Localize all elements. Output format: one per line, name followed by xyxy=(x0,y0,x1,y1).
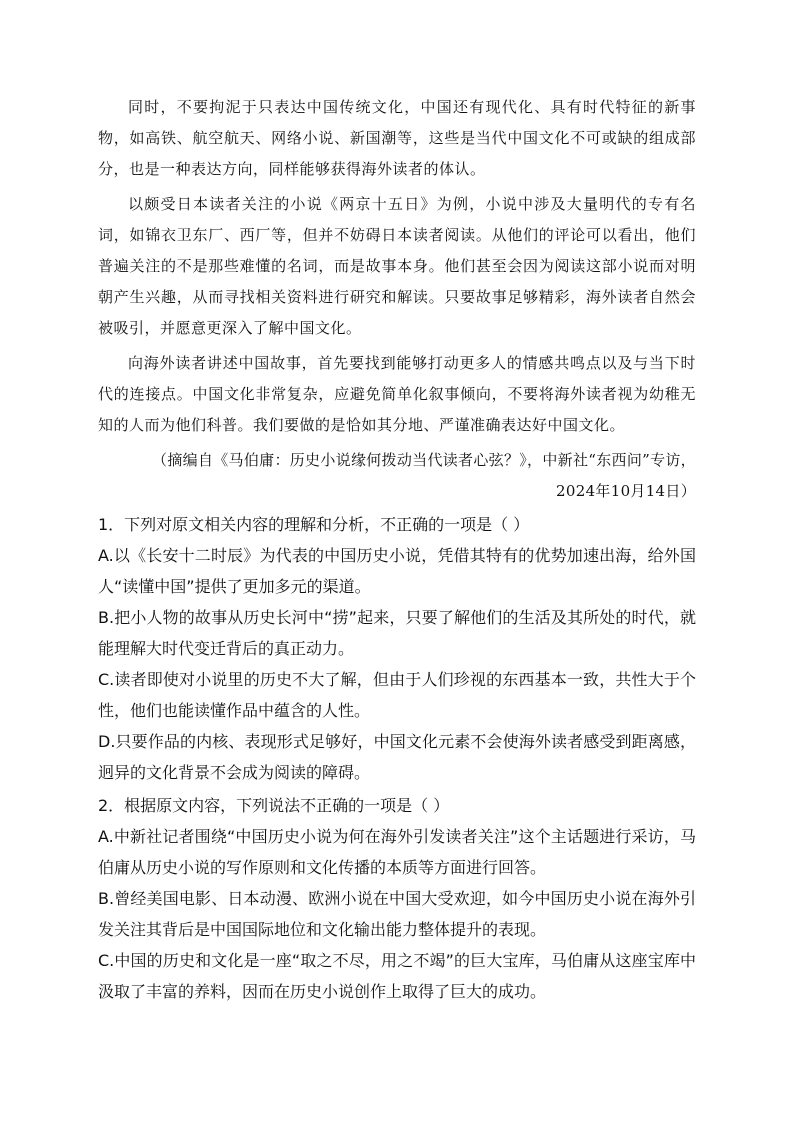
question-2-option-a: A.中新社记者围绕“中国历史小说为何在海外引发读者关注”这个主话题进行采访，马伯庸从历史小说的写作原则和文化传播的本质等方面进行回答。 xyxy=(98,827,696,877)
question-1-stem: 1．下列对原文相关内容的理解和分析，不正确的一项是（ ） xyxy=(98,515,530,534)
question-1 xyxy=(98,509,696,788)
question-1-option-a: A.以《长安十二时辰》为代表的中国历史小说，凭借其特有的优势加速出海，给外国人“读懂中国”提供了更加多元的渠道。 xyxy=(98,546,696,596)
passage-paragraph-1: 同时，不要拘泥于只表达中国传统文化，中国还有现代化、具有时代特征的新事物，如高铁、航空航天、网络小说、新国潮等，这些是当代中国文化不可或缺的组成部分，也是一种表达方向，同样能够获得海外读者的体认。 xyxy=(98,98,696,178)
question-2-stem: 2．根据原文内容，下列说法不正确的一项是（ ） xyxy=(98,796,450,815)
question-1-option-c: C.读者即使对小说里的历史不大了解，但由于人们珍视的东西基本一致，共性大于个性，他们也能读懂作品中蕴含的人性。 xyxy=(98,670,696,720)
passage-source-citation: （摘编自《马伯庸：历史小说缘何拨动当代读者心弦？》，中新社“东西问”专访，2024年10月14日） xyxy=(152,451,696,500)
question-2-option-c: C.中国的历史和文化是一座“取之不尽，用之不竭”的巨大宝库，马伯庸从这座宝库中汲取了丰富的养料，因而在历史小说创作上取得了巨大的成功。 xyxy=(98,951,696,1001)
question-2 xyxy=(98,790,696,1007)
question-2-option-b: B.曾经美国电影、日本动漫、欧洲小说在中国大受欢迎，如今中国历史小说在海外引发关注其背后是中国国际地位和文化输出能力整体提升的表现。 xyxy=(98,889,696,939)
question-1-option-d: D.只要作品的内核、表现形式足够好，中国文化元素不会使海外读者感受到距离感，迥异的文化背景不会成为阅读的障碍。 xyxy=(98,732,696,782)
passage-paragraph-3: 向海外读者讲述中国故事，首先要找到能够打动更多人的情感共鸣点以及与当下时代的连接点。中国文化非常复杂，应避免简单化叙事倾向，不要将海外读者视为幼稚无知的人而为他们科普。我们要做的是恰如其分地、严谨准确表达好中国文化。 xyxy=(98,354,696,434)
passage-paragraph-2: 以颇受日本读者关注的小说《两京十五日》为例，小说中涉及大量明代的专有名词，如锦衣卫东厂、西厂等，但并不妨碍日本读者阅读。从他们的评论可以看出，他们普遍关注的不是那些难懂的名词，而是故事本身。他们甚至会因为阅读这部小说而对明朝产生兴趣，从而寻找相关资料进行研究和解读。只要故事足够精彩，海外读者自然会被吸引，并愿意更深入了解中国文化。 xyxy=(98,195,696,337)
question-1-option-b: B.把小人物的故事从历史长河中“捞”起来，只要了解他们的生活及其所处的时代，就能理解大时代变迁背后的真正动力。 xyxy=(98,608,696,658)
reading-passage xyxy=(98,92,696,507)
